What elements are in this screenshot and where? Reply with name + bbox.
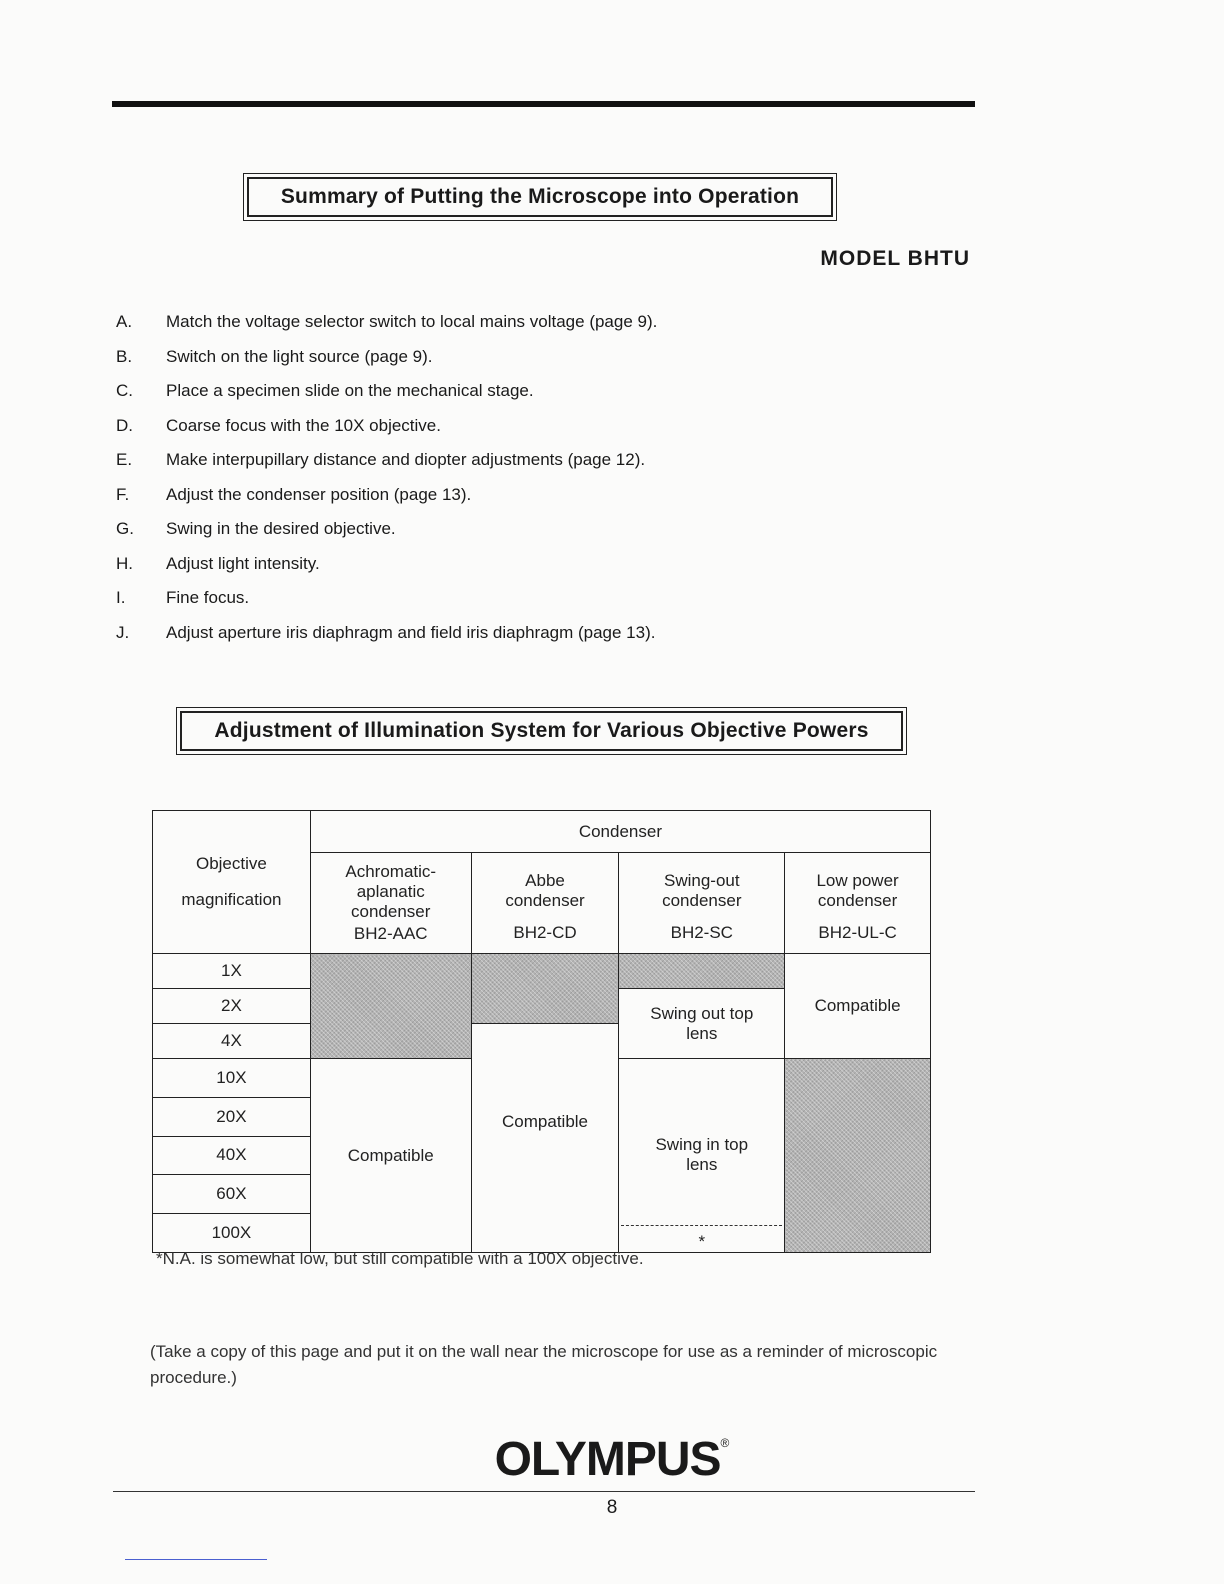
step-letter: D. xyxy=(116,415,133,435)
illumination-title: Adjustment of Illumination System for Various Objective Powers xyxy=(180,711,903,751)
step-text: Adjust light intensity. xyxy=(166,553,320,573)
olympus-logo xyxy=(0,1432,1224,1487)
step-letter: C. xyxy=(116,381,133,401)
footnote: *N.A. is somewhat low, but still compatible with a 100X objective. xyxy=(156,1249,644,1268)
illumination-table xyxy=(152,810,931,1253)
step-letter: J. xyxy=(116,622,130,642)
step-text: Adjust aperture iris diaphragm and field iris diaphragm (page 13). xyxy=(166,622,656,642)
shaded-cell xyxy=(471,954,619,1024)
illumination-title-box xyxy=(176,707,907,755)
steps-list xyxy=(116,305,996,650)
condenser-cd-header xyxy=(471,853,619,954)
shaded-cell xyxy=(310,954,471,1059)
condenser-ulc-header xyxy=(785,853,931,954)
sc-swing-in-cell xyxy=(619,1059,785,1253)
list-item xyxy=(116,547,996,582)
dashed-divider xyxy=(621,1225,782,1226)
step-letter: G. xyxy=(116,519,134,539)
condenser-name: aplanatic xyxy=(356,882,425,901)
condenser-model: BH2-SC xyxy=(670,923,733,942)
condenser-name: Low power xyxy=(816,871,899,890)
condenser-aac-header xyxy=(310,853,471,954)
step-letter: I. xyxy=(116,588,126,608)
condenser-model: BH2-CD xyxy=(513,923,577,942)
model-label: MODEL BHTU xyxy=(820,247,970,270)
condenser-name: condenser xyxy=(817,891,898,910)
condenser-model: BH2-AAC xyxy=(353,924,428,943)
aac-compatible-cell: Compatible xyxy=(310,1059,471,1253)
swing-in-wrap xyxy=(619,1085,784,1225)
condenser-header: Condenser xyxy=(310,811,930,853)
condenser-name: condenser xyxy=(505,891,585,910)
brand-wordmark: OLYMPUS xyxy=(494,1433,721,1486)
objective-header xyxy=(153,811,311,954)
step-text: Coarse focus with the 10X objective. xyxy=(166,415,441,435)
page-number: 8 xyxy=(606,1497,618,1518)
magnification-cell: 40X xyxy=(153,1136,311,1175)
list-item xyxy=(116,409,996,444)
condenser-sc-header xyxy=(619,853,785,954)
step-text: Adjust the condenser position (page 13). xyxy=(166,484,472,504)
top-rule xyxy=(112,101,975,107)
objective-header-line2: magnification xyxy=(181,890,282,909)
magnification-cell: 100X xyxy=(153,1214,311,1253)
condenser-name: condenser xyxy=(351,902,431,921)
step-text: Switch on the light source (page 9). xyxy=(166,346,433,366)
swing-in-line2: lens xyxy=(686,1155,718,1174)
step-text: Place a specimen slide on the mechanical stage. xyxy=(166,381,534,401)
ulc-compatible-cell: Compatible xyxy=(785,954,931,1059)
summary-title: Summary of Putting the Microscope into Operation xyxy=(247,177,833,217)
step-text: Swing in the desired objective. xyxy=(166,519,396,539)
list-item xyxy=(116,443,996,478)
asterisk-mark: * xyxy=(698,1232,706,1251)
bottom-rule xyxy=(113,1491,975,1492)
list-item xyxy=(116,374,996,409)
list-item xyxy=(116,581,996,616)
objective-header-line1: Objective xyxy=(195,854,267,873)
cd-compatible-cell xyxy=(471,1024,619,1253)
step-letter: B. xyxy=(116,346,133,366)
step-text: Fine focus. xyxy=(166,588,250,608)
magnification-cell: 10X xyxy=(153,1059,311,1098)
condenser-name: Achromatic- xyxy=(345,862,437,881)
step-text: Make interpupillary distance and diopter adjustments (page 12). xyxy=(166,450,646,470)
condenser-name: Swing-out xyxy=(663,871,740,890)
blue-rule xyxy=(125,1559,267,1560)
condenser-model: BH2-UL-C xyxy=(818,923,897,942)
swing-out-line1: Swing out top xyxy=(650,1003,754,1023)
list-item xyxy=(116,616,996,651)
summary-title-box xyxy=(243,173,837,221)
swing-in-line1: Swing in top xyxy=(655,1135,749,1154)
wall-note: (Take a copy of this page and put it on the wall near the microscope for use as a reminder of microscopic procedure.) xyxy=(150,1342,938,1387)
magnification-cell: 4X xyxy=(153,1024,311,1059)
step-letter: E. xyxy=(116,450,133,470)
magnification-cell: 2X xyxy=(153,989,311,1024)
step-letter: H. xyxy=(116,553,133,573)
sc-swing-out-cell xyxy=(619,989,785,1059)
magnification-cell: 60X xyxy=(153,1175,311,1214)
step-letter: F. xyxy=(116,484,130,504)
list-item xyxy=(116,340,996,375)
step-text: Match the voltage selector switch to local mains voltage (page 9). xyxy=(166,312,658,332)
shaded-cell xyxy=(785,1059,931,1253)
condenser-name: Abbe xyxy=(525,871,565,890)
registered-mark: ® xyxy=(720,1436,730,1450)
condenser-name: condenser xyxy=(662,891,742,910)
list-item xyxy=(116,512,996,547)
shaded-cell xyxy=(619,954,785,989)
list-item xyxy=(116,305,996,340)
magnification-cell: 1X xyxy=(153,954,311,989)
list-item xyxy=(116,478,996,513)
step-letter: A. xyxy=(116,312,133,332)
cd-compatible-text: Compatible xyxy=(502,1112,589,1131)
swing-out-line2: lens xyxy=(686,1023,718,1043)
magnification-cell: 20X xyxy=(153,1097,311,1136)
